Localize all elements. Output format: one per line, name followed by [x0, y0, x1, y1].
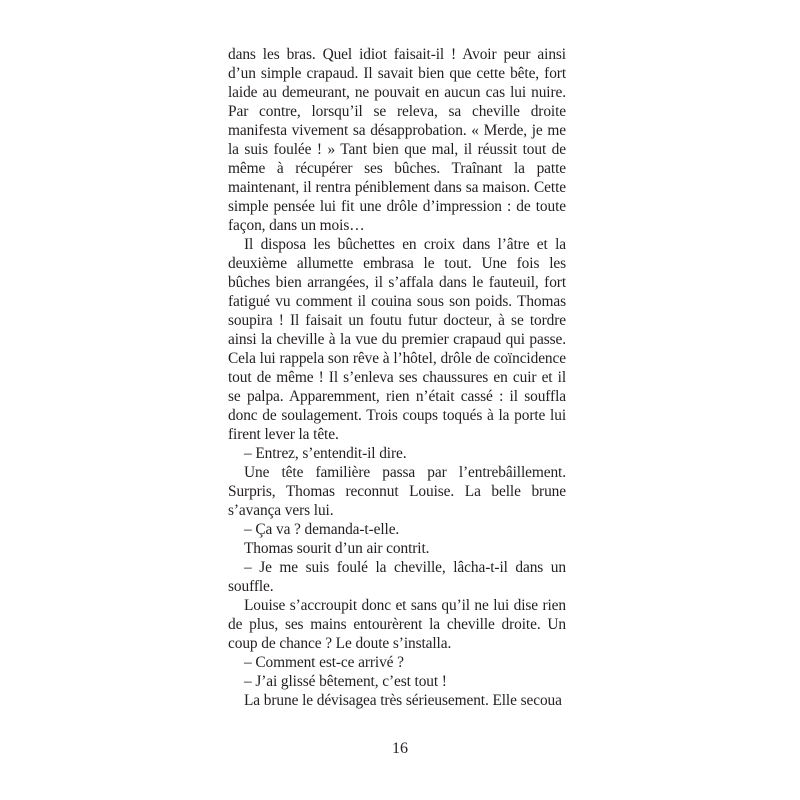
paragraph-11: La brune le dévisagea très sérieusement. Elle secoua: [244, 692, 562, 709]
paragraph-4: Une tête familière passa par l’entrebâillement. Surpris, Thomas reconnut Louise. La belle brune s’avança vers lui.: [228, 464, 566, 519]
paragraph-7: – Je me suis foulé la cheville, lâcha-t-il dans un souffle.: [228, 559, 566, 595]
paragraph-2: Il disposa les bûchettes en croix dans l’âtre et la deuxième allumette embrasa le tout. Une fois les bûches bien arrangées, il s’affala dans le fauteuil, fort fatigué vu comment il couina sous son poids. Thomas soupira ! Il faisait un foutu futur docteur, à se tordre ainsi la cheville à la vue du premier crapaud qui passe. Cela lui rappela son rêve à l’hôtel, drôle de coïncidence tout de même ! Il s’enleva ses chaussures en cuir et il se palpa. Apparemment, rien n’était cassé : il souffla donc de soulagement. Trois coups toqués à la porte lui firent lever la tête.: [228, 236, 566, 443]
body-text: [228, 45, 566, 710]
page-number: 16: [392, 740, 408, 757]
paragraph-6: Thomas sourit d’un air contrit.: [244, 540, 430, 557]
paragraph-1: dans les bras. Quel idiot faisait-il ! Avoir peur ainsi d’un simple crapaud. Il savait bien que cette bête, fort laide au demeurant, ne pouvait en aucun cas lui nuire. Par contre, lorsqu’il se releva, sa cheville droite manifesta vivement sa désapprobation. « Merde, je me la suis foulée ! » Tant bien que mal, il réussit tout de même à récupérer ses bûches. Traînant la patte maintenant, il rentra péniblement dans sa maison. Cette simple pensée lui fit une drôle d’impression : de toute façon, dans un mois…: [228, 46, 566, 234]
paragraph-5: – Ça va ? demanda-t-elle.: [244, 521, 400, 538]
paragraph-9: – Comment est-ce arrivé ?: [244, 654, 404, 671]
paragraph-10: – J’ai glissé bêtement, c’est tout !: [244, 673, 447, 690]
paragraph-3: – Entrez, s’entendit-il dire.: [244, 445, 407, 462]
paragraph-8: Louise s’accroupit donc et sans qu’il ne lui dise rien de plus, ses mains entourèrent la cheville droite. Un coup de chance ? Le doute s’installa.: [228, 597, 566, 652]
